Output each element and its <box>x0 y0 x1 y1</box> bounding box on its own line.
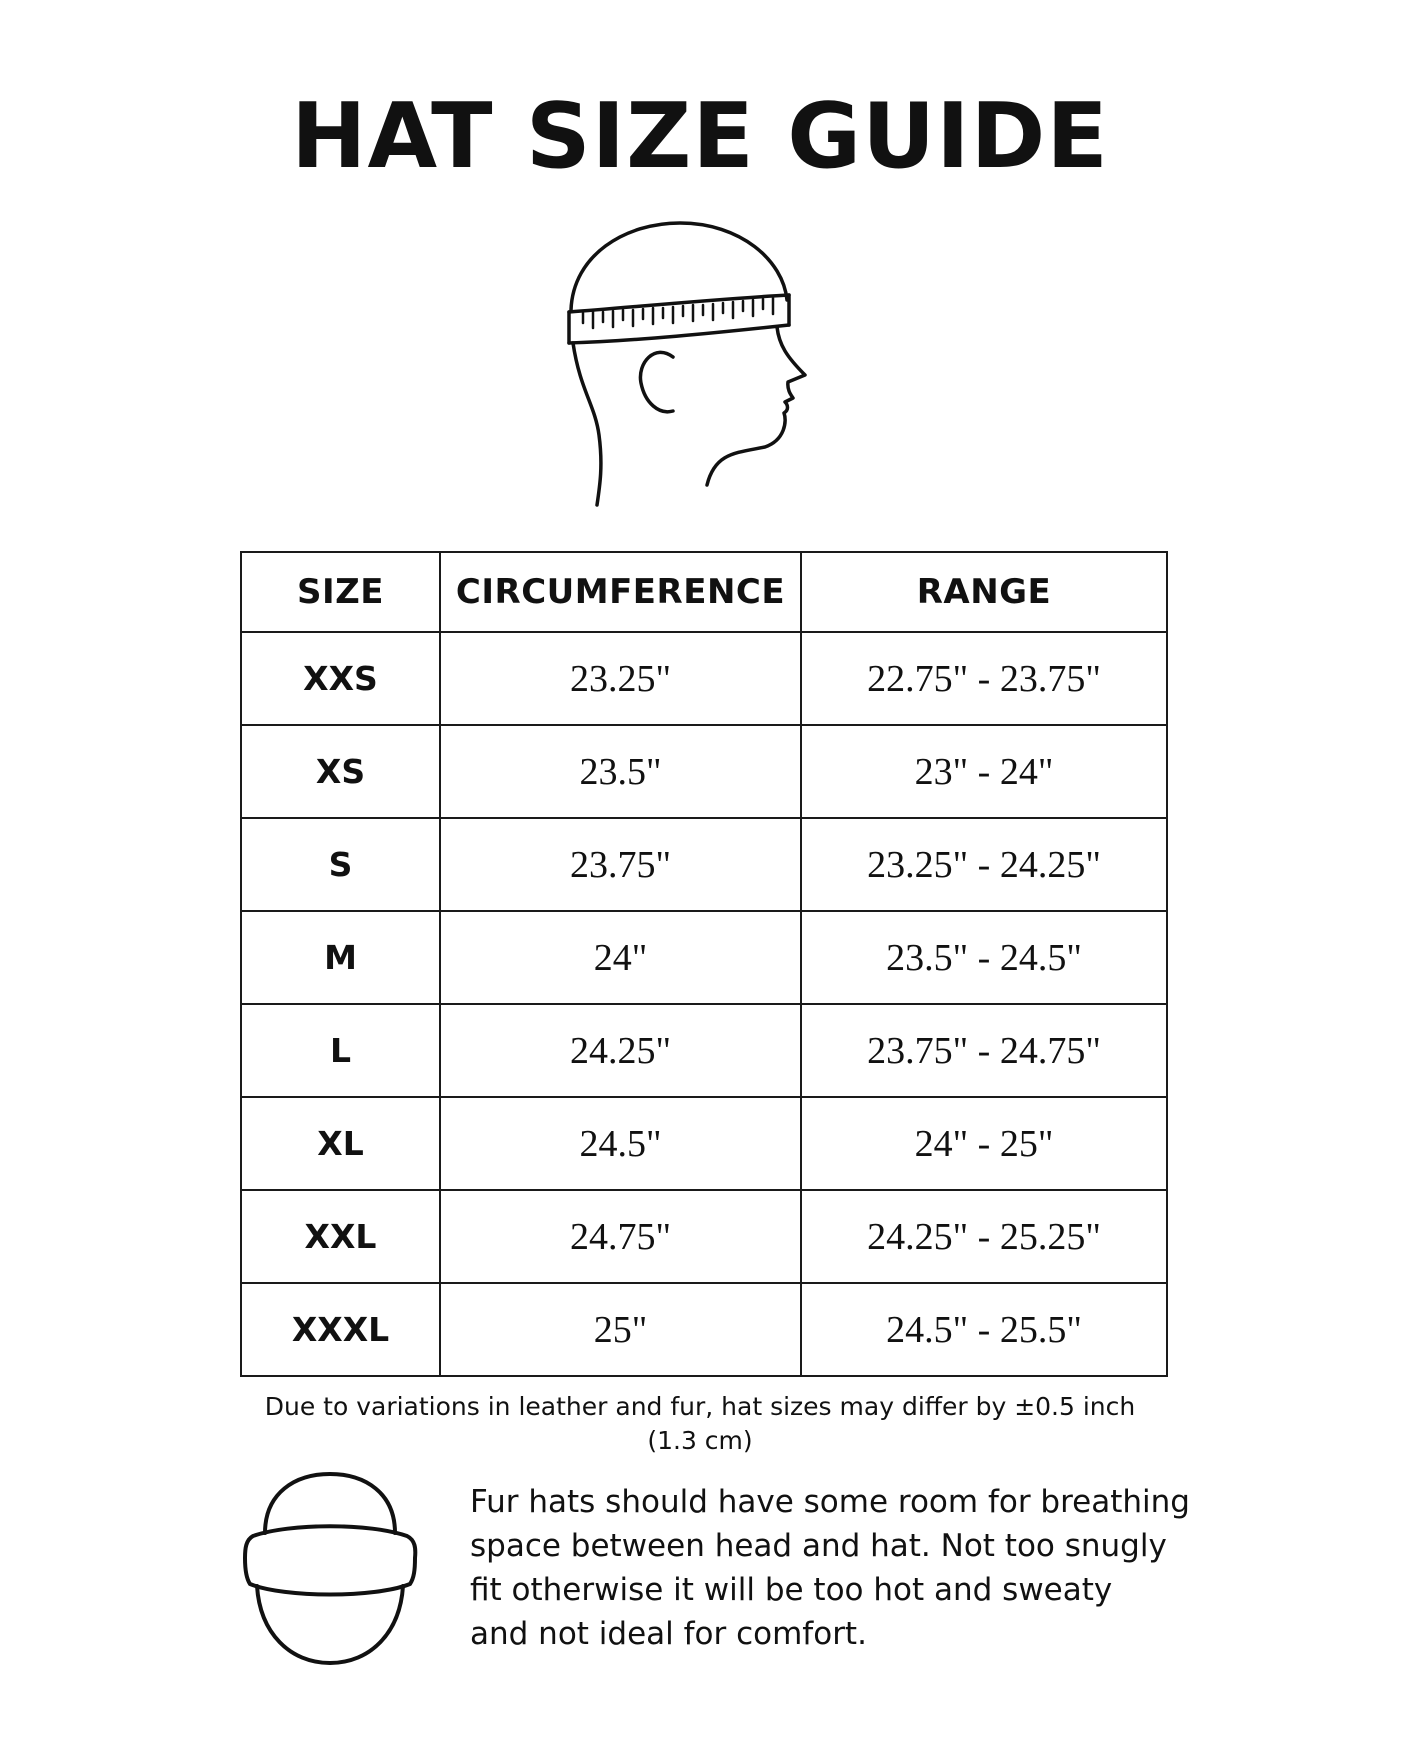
size-cell: S <box>241 818 440 911</box>
page-title: HAT SIZE GUIDE <box>291 84 1109 189</box>
size-cell: XXL <box>241 1190 440 1283</box>
table-header-row <box>241 552 1167 632</box>
circumference-cell: 23.5" <box>440 725 801 818</box>
table-row <box>241 1190 1167 1283</box>
table-row <box>241 1004 1167 1097</box>
table-row <box>241 911 1167 1004</box>
circumference-cell: 23.75" <box>440 818 801 911</box>
column-header-range: RANGE <box>801 552 1167 632</box>
note-line: (1.3 cm) <box>647 1426 753 1455</box>
circumference-cell: 24.5" <box>440 1097 801 1190</box>
range-cell: 23.75" - 24.75" <box>801 1004 1167 1097</box>
size-cell: L <box>241 1004 440 1097</box>
size-cell: M <box>241 911 440 1004</box>
sizing-variation-note <box>230 1390 1170 1458</box>
range-cell: 24.25" - 25.25" <box>801 1190 1167 1283</box>
range-cell: 24.5" - 25.5" <box>801 1283 1167 1376</box>
circumference-cell: 23.25" <box>440 632 801 725</box>
circumference-cell: 24" <box>440 911 801 1004</box>
tip-line: fit otherwise it will be too hot and sweaty <box>470 1572 1113 1608</box>
tip-line: and not ideal for comfort. <box>470 1616 867 1652</box>
tip-line: Fur hats should have some room for breathing <box>470 1484 1190 1520</box>
column-header-size: SIZE <box>241 552 440 632</box>
tip-line: space between head and hat. Not too snugly <box>470 1528 1167 1564</box>
table-row <box>241 1283 1167 1376</box>
head-measuring-tape-icon <box>555 215 855 525</box>
table-row <box>241 632 1167 725</box>
column-header-circumference: CIRCUMFERENCE <box>440 552 801 632</box>
table-row <box>241 1097 1167 1190</box>
table-row <box>241 725 1167 818</box>
size-cell: XL <box>241 1097 440 1190</box>
range-cell: 24" - 25" <box>801 1097 1167 1190</box>
range-cell: 23.25" - 24.25" <box>801 818 1167 911</box>
size-cell: XXXL <box>241 1283 440 1376</box>
size-cell: XXS <box>241 632 440 725</box>
circumference-cell: 24.25" <box>440 1004 801 1097</box>
table-row <box>241 818 1167 911</box>
range-cell: 22.75" - 23.75" <box>801 632 1167 725</box>
circumference-cell: 25" <box>440 1283 801 1376</box>
fur-hat-on-head-icon <box>235 1468 425 1668</box>
fit-tip-text <box>470 1480 1210 1656</box>
circumference-cell: 24.75" <box>440 1190 801 1283</box>
range-cell: 23" - 24" <box>801 725 1167 818</box>
size-table <box>240 551 1168 1377</box>
range-cell: 23.5" - 24.5" <box>801 911 1167 1004</box>
size-cell: XS <box>241 725 440 818</box>
note-line: Due to variations in leather and fur, hat sizes may differ by ±0.5 inch <box>264 1392 1136 1421</box>
